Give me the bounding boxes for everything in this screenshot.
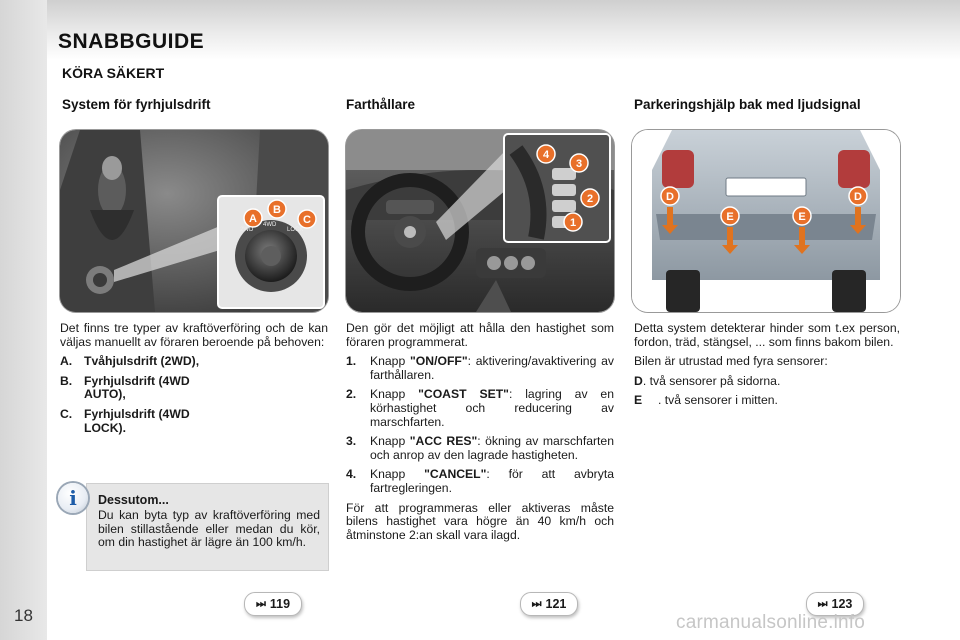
skip-forward-icon: ⏭ (817, 597, 828, 610)
section-title: KÖRA SÄKERT (62, 65, 165, 81)
page-ref-123[interactable]: ⏭ 123 (806, 592, 864, 616)
col2-title: Farthållare (346, 97, 416, 112)
parking-sensors-image (632, 130, 900, 312)
knob-mode-4wd: 4WD (263, 222, 277, 228)
page-ref-119[interactable]: ⏭ 119 (244, 592, 302, 616)
cruise-control-image (346, 130, 614, 312)
info-text: Du kan byta typ av kraftöverföring med bilen stillastående eller medan du kör, om din hastighet är lägre än 100 km/h. (98, 508, 320, 550)
col3-body (634, 322, 900, 414)
skip-forward-icon: ⏭ (531, 597, 542, 610)
sensor-label-e-right: E (798, 211, 806, 223)
skip-forward-icon: ⏭ (255, 597, 266, 610)
col2-outro: För att programmeras eller aktiveras måste bilens hastighet vara högre än 40 km/h och åtminstone 2:an skall vara ilagd. (346, 500, 614, 542)
col1-title: System för fyrhjulsdrift (62, 97, 211, 112)
col1-intro: Det finns tre typer av kraftöverföring och de kan väljas manuellt av föraren beroende på behoven: (60, 321, 328, 349)
info-heading: Dessutom... (98, 493, 169, 507)
knob-mode-2wd: 2WD (240, 227, 254, 233)
callout-1: 1 (569, 217, 577, 229)
left-margin-band (0, 0, 47, 640)
col3-equipped: Bilen är utrustad med fyra sensorer: (634, 354, 828, 369)
guide-title: SNABBGUIDE (58, 30, 205, 53)
list-item: 4. Knapp "CANCEL": för att avbryta fartregleringen. (346, 467, 614, 495)
col3-title: Parkeringshjälp bak med ljudsignal (634, 97, 861, 112)
callout-4: 4 (542, 149, 550, 161)
sensor-label-e-left: E (726, 211, 734, 223)
list-item: 1. Knapp "ON/OFF": aktivering/avaktivering av farthållaren. (346, 354, 614, 382)
callout-a: A (249, 213, 257, 225)
page-ref-121[interactable]: ⏭ 121 (520, 592, 578, 616)
4wd-selector-image (60, 130, 328, 312)
callout-b: B (273, 204, 281, 216)
callout-3: 3 (575, 158, 583, 170)
list-item: 3. Knapp "ACC RES": ökning av marschfarten och anrop av den lagrade hastigheten. (346, 434, 614, 462)
info-icon: i (58, 483, 88, 513)
list-item: C. Fyrhjulsdrift (4WD LOCK). (60, 406, 190, 435)
page-number: 18 (14, 606, 33, 625)
watermark: carmanualsonline.info (676, 612, 866, 633)
col2-intro: Den gör det möjligt att hålla den hastighet som föraren programmerat. (346, 321, 614, 349)
list-item: B. Fyrhjulsdrift (4WD AUTO), (60, 373, 190, 402)
col3-intro: Detta system detekterar hinder som t.ex person, fordon, träd, stängsel, ... som finns bakom bilen. (634, 321, 900, 349)
callout-c: C (303, 214, 311, 226)
sensor-label-d-left: D (666, 191, 674, 203)
list-item: E . två sensorer i mitten. (634, 393, 778, 408)
list-item: 2. Knapp "COAST SET": lagring av en körhastighet och reducering av marschfarten. (346, 387, 614, 429)
list-item: A. Tvåhjulsdrift (2WD), (60, 354, 200, 369)
sensor-label-d-right: D (854, 191, 862, 203)
callout-2: 2 (586, 193, 594, 205)
knob-mode-lock: LOCK (287, 227, 304, 233)
col1-body (60, 322, 328, 441)
list-item: D . två sensorer på sidorna. (634, 373, 781, 388)
col2-body (346, 322, 614, 548)
